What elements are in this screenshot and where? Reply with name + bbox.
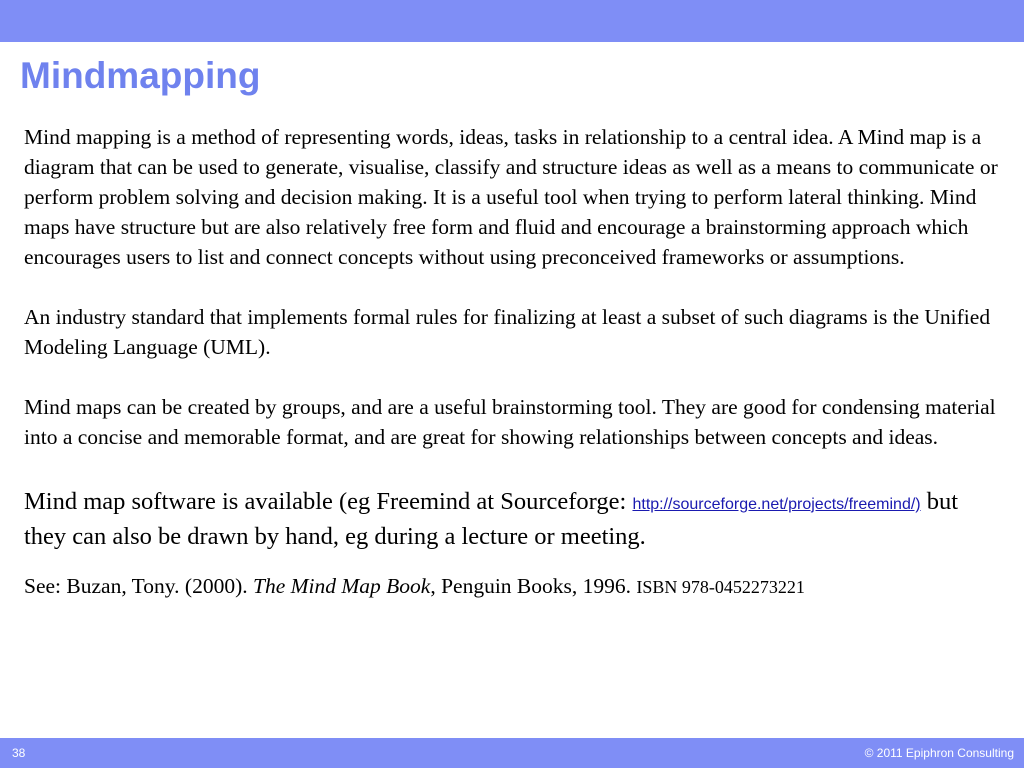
reference-book-title: The Mind Map Book (252, 574, 431, 598)
slide-title: Mindmapping (20, 55, 261, 96)
reference-prefix: See: Buzan, Tony. (2000). (24, 574, 253, 598)
software-text-before-link: Mind map software is available (eg Freemind at Sourceforge: (24, 488, 633, 515)
paragraph-uml: An industry standard that implements formal rules for finalizing at least a subset of such diagrams is the Unified Modeling Language (UML). (24, 305, 991, 359)
software-text-after-link: but they can also be drawn by hand, eg during a lecture or meeting. (24, 488, 959, 550)
reference-isbn: ISBN 978-0452273221 (636, 577, 805, 597)
slide-number: 38 (12, 746, 26, 760)
freemind-link[interactable]: http://sourceforge.net/projects/freemind/) (632, 496, 921, 513)
paragraph-definition: Mind mapping is a method of representing words, ideas, tasks in relationship to a central idea. A Mind map is a diagram that can be used to generate, visualise, classify and structure ideas as well as a means to communicate or perform problem solving and decision making. It is a useful tool when trying to perform lateral thinking. Mind maps have structure but are also relatively free form and fluid and encourage a brainstorming approach which encourages users to list and connect concepts without using preconceived frameworks or assumptions. (24, 125, 998, 269)
slide-content (24, 122, 1004, 602)
paragraph-software (24, 486, 1004, 553)
top-bar (0, 0, 1024, 42)
paragraph-reference (24, 571, 1004, 602)
footer-bar (0, 738, 1024, 768)
copyright-notice: © 2011 Epiphron Consulting (864, 746, 1014, 760)
reference-publisher: , Penguin Books, 1996. (430, 574, 637, 598)
paragraph-uses: Mind maps can be created by groups, and are a useful brainstorming tool. They are good for condensing material into a concise and memorable format, and are great for showing relationships between concepts and ideas. (24, 395, 996, 449)
